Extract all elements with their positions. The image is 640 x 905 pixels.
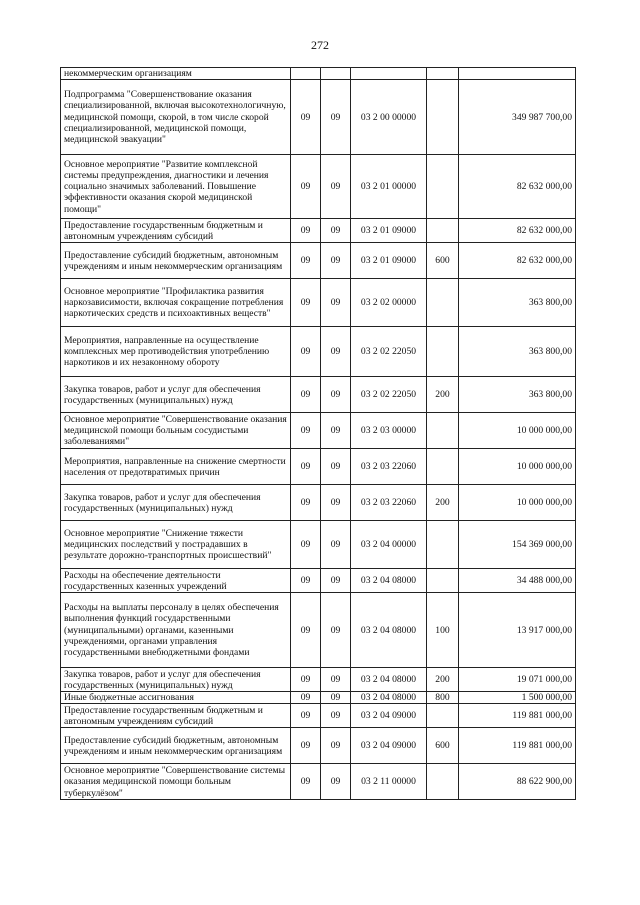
row-subsection: 09: [321, 327, 351, 377]
table-row: [61, 569, 576, 593]
row-section: [291, 68, 321, 80]
row-section: 09: [291, 668, 321, 692]
row-expense-type: [427, 569, 459, 593]
row-subsection: 09: [321, 728, 351, 764]
row-section: 09: [291, 327, 321, 377]
table-row: [61, 692, 576, 704]
row-target-article: 03 2 04 00000: [351, 521, 427, 569]
row-target-article: 03 2 04 09000: [351, 704, 427, 728]
table-row: [61, 485, 576, 521]
row-name: Основное мероприятие "Развитие комплексной системы предупреждения, диагностики и лечения социально значимых заболеваний. Повышение эффективности оказания скорой медицинской помощи": [61, 155, 291, 219]
row-name: Мероприятия, направленные на осуществление комплексных мер противодействия употреблению наркотиков и их незаконному обороту: [61, 327, 291, 377]
row-section: 09: [291, 279, 321, 327]
row-subsection: 09: [321, 593, 351, 668]
row-amount: 10 000 000,00: [459, 485, 576, 521]
row-name: Иные бюджетные ассигнования: [61, 692, 291, 704]
row-section: 09: [291, 449, 321, 485]
row-expense-type: [427, 80, 459, 155]
row-expense-type: [427, 279, 459, 327]
row-section: 09: [291, 155, 321, 219]
table-row: [61, 668, 576, 692]
row-amount: 349 987 700,00: [459, 80, 576, 155]
row-amount: 363 800,00: [459, 279, 576, 327]
row-name: Основное мероприятие "Профилактика развития наркозависимости, включая сокращение потребления наркотических средств и психоактивных веществ": [61, 279, 291, 327]
table-row: [61, 521, 576, 569]
row-section: 09: [291, 593, 321, 668]
row-target-article: 03 2 04 08000: [351, 569, 427, 593]
row-section: 09: [291, 243, 321, 279]
row-amount: 10 000 000,00: [459, 449, 576, 485]
row-section: 09: [291, 692, 321, 704]
row-target-article: 03 2 11 00000: [351, 764, 427, 800]
table-row: [61, 243, 576, 279]
row-name: Основное мероприятие "Снижение тяжести медицинских последствий у пострадавших в результате дорожно-транспортных происшествий": [61, 521, 291, 569]
row-expense-type: 100: [427, 593, 459, 668]
row-name: Предоставление государственным бюджетным и автономным учреждениям субсидий: [61, 704, 291, 728]
row-target-article: 03 2 00 00000: [351, 80, 427, 155]
row-subsection: 09: [321, 569, 351, 593]
row-name: Закупка товаров, работ и услуг для обеспечения государственных (муниципальных) нужд: [61, 668, 291, 692]
row-expense-type: [427, 449, 459, 485]
row-expense-type: [427, 521, 459, 569]
table-row: [61, 704, 576, 728]
row-amount: 119 881 000,00: [459, 728, 576, 764]
row-name: Основное мероприятие "Совершенствование системы оказания медицинской помощи больным туберкулёзом": [61, 764, 291, 800]
row-amount: 363 800,00: [459, 327, 576, 377]
page-number: 272: [311, 38, 329, 52]
row-expense-type: [427, 327, 459, 377]
row-expense-type: [427, 413, 459, 449]
row-target-article: 03 2 02 22050: [351, 327, 427, 377]
row-section: 09: [291, 413, 321, 449]
row-section: 09: [291, 377, 321, 413]
row-expense-type: 600: [427, 728, 459, 764]
row-amount: 88 622 900,00: [459, 764, 576, 800]
row-name: Предоставление субсидий бюджетным, автономным учреждениям и иным некоммерческим организациям: [61, 728, 291, 764]
row-subsection: 09: [321, 279, 351, 327]
row-target-article: 03 2 03 22060: [351, 449, 427, 485]
row-expense-type: 200: [427, 485, 459, 521]
row-name: Закупка товаров, работ и услуг для обеспечения государственных (муниципальных) нужд: [61, 485, 291, 521]
row-subsection: 09: [321, 377, 351, 413]
row-expense-type: [427, 155, 459, 219]
table-row: [61, 327, 576, 377]
row-target-article: 03 2 04 08000: [351, 593, 427, 668]
row-target-article: 03 2 04 08000: [351, 692, 427, 704]
budget-table-body: [61, 68, 576, 800]
row-amount: 82 632 000,00: [459, 243, 576, 279]
row-section: 09: [291, 569, 321, 593]
table-row: [61, 764, 576, 800]
row-amount: 154 369 000,00: [459, 521, 576, 569]
row-subsection: 09: [321, 668, 351, 692]
row-section: 09: [291, 764, 321, 800]
row-expense-type: 200: [427, 377, 459, 413]
row-section: 09: [291, 219, 321, 243]
row-name: Мероприятия, направленные на снижение смертности населения от предотвратимых причин: [61, 449, 291, 485]
row-subsection: 09: [321, 764, 351, 800]
row-name: Расходы на выплаты персоналу в целях обеспечения выполнения функций государственными (муниципальными) органами, казенными учреждениями, органами управления государственными внебюджетными фондами: [61, 593, 291, 668]
table-row: [61, 413, 576, 449]
row-target-article: 03 2 03 22060: [351, 485, 427, 521]
row-section: 09: [291, 80, 321, 155]
table-row: [61, 219, 576, 243]
row-section: 09: [291, 485, 321, 521]
table-row: [61, 728, 576, 764]
budget-table: [60, 67, 576, 800]
table-row: [61, 593, 576, 668]
row-subsection: 09: [321, 219, 351, 243]
row-target-article: 03 2 04 09000: [351, 728, 427, 764]
row-amount: [459, 68, 576, 80]
row-target-article: 03 2 02 00000: [351, 279, 427, 327]
table-row: [61, 449, 576, 485]
row-name: Основное мероприятие "Совершенствование оказания медицинской помощи больным сосудистыми заболеваниями": [61, 413, 291, 449]
row-subsection: 09: [321, 413, 351, 449]
row-amount: 1 500 000,00: [459, 692, 576, 704]
row-name: Закупка товаров, работ и услуг для обеспечения государственных (муниципальных) нужд: [61, 377, 291, 413]
row-section: 09: [291, 728, 321, 764]
row-target-article: 03 2 01 09000: [351, 243, 427, 279]
row-name: Подпрограмма "Совершенствование оказания специализированной, включая высокотехнологичную, медицинской помощи, скорой, в том числе скорой специализированной, медицинской помощи, медицинской эвакуации": [61, 80, 291, 155]
row-amount: 119 881 000,00: [459, 704, 576, 728]
row-expense-type: [427, 704, 459, 728]
row-subsection: 09: [321, 485, 351, 521]
row-expense-type: [427, 219, 459, 243]
row-expense-type: [427, 68, 459, 80]
row-section: 09: [291, 704, 321, 728]
row-amount: 82 632 000,00: [459, 219, 576, 243]
row-subsection: 09: [321, 521, 351, 569]
row-subsection: 09: [321, 692, 351, 704]
row-amount: 34 488 000,00: [459, 569, 576, 593]
row-subsection: 09: [321, 155, 351, 219]
table-row: [61, 279, 576, 327]
row-target-article: [351, 68, 427, 80]
row-name: Предоставление субсидий бюджетным, автономным учреждениям и иным некоммерческим организациям: [61, 243, 291, 279]
table-row: [61, 68, 576, 80]
row-subsection: 09: [321, 704, 351, 728]
row-subsection: 09: [321, 80, 351, 155]
row-amount: 19 071 000,00: [459, 668, 576, 692]
row-name: Расходы на обеспечение деятельности государственных казенных учреждений: [61, 569, 291, 593]
row-target-article: 03 2 04 08000: [351, 668, 427, 692]
row-subsection: 09: [321, 243, 351, 279]
row-amount: 10 000 000,00: [459, 413, 576, 449]
row-name: некоммерческим организациям: [61, 68, 291, 80]
table-row: [61, 155, 576, 219]
row-expense-type: [427, 764, 459, 800]
row-amount: 13 917 000,00: [459, 593, 576, 668]
row-subsection: 09: [321, 449, 351, 485]
row-amount: 363 800,00: [459, 377, 576, 413]
table-row: [61, 377, 576, 413]
row-target-article: 03 2 01 09000: [351, 219, 427, 243]
row-expense-type: 800: [427, 692, 459, 704]
row-target-article: 03 2 02 22050: [351, 377, 427, 413]
row-name: Предоставление государственным бюджетным и автономным учреждениям субсидий: [61, 219, 291, 243]
row-subsection: [321, 68, 351, 80]
row-target-article: 03 2 03 00000: [351, 413, 427, 449]
row-expense-type: 600: [427, 243, 459, 279]
row-amount: 82 632 000,00: [459, 155, 576, 219]
row-section: 09: [291, 521, 321, 569]
row-target-article: 03 2 01 00000: [351, 155, 427, 219]
table-row: [61, 80, 576, 155]
row-expense-type: 200: [427, 668, 459, 692]
